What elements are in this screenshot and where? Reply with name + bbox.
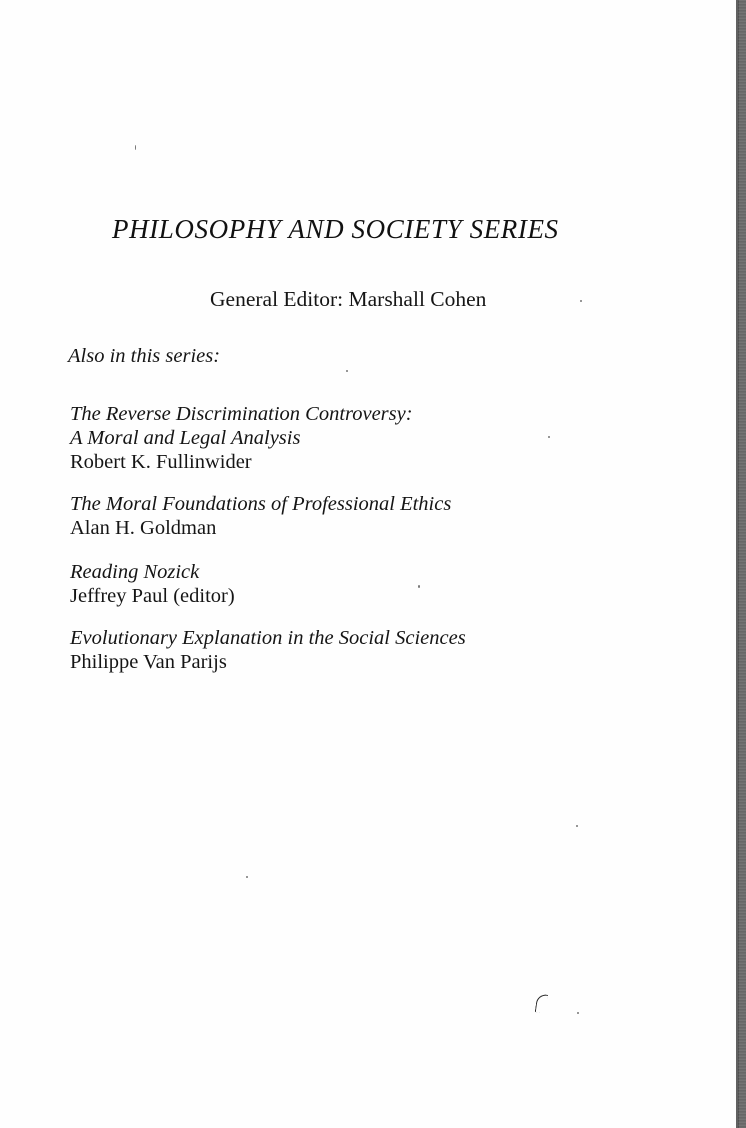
book-subtitle: A Moral and Legal Analysis — [70, 427, 301, 449]
scan-speck — [580, 300, 582, 302]
book-title: Reading Nozick — [70, 561, 200, 583]
scan-speck — [418, 585, 420, 588]
stray-pencil-mark — [535, 993, 549, 1013]
general-editor-line: General Editor: Marshall Cohen — [210, 287, 487, 311]
scan-speck — [346, 370, 348, 372]
book-author: Alan H. Goldman — [70, 517, 217, 539]
book-entry — [70, 626, 466, 674]
book-entry — [70, 492, 451, 540]
scan-speck — [576, 825, 578, 827]
scan-speck — [246, 876, 248, 878]
series-title: PHILOSOPHY AND SOCIETY SERIES — [112, 214, 559, 244]
book-entry — [70, 560, 235, 608]
scan-speck — [135, 145, 136, 150]
book-title: Evolutionary Explanation in the Social Sciences — [70, 627, 466, 649]
book-author: Philippe Van Parijs — [70, 651, 227, 673]
scan-speck — [548, 436, 550, 438]
scan-speck — [577, 1012, 579, 1014]
book-title: The Moral Foundations of Professional Ethics — [70, 493, 452, 515]
book-entry — [70, 402, 413, 474]
page-gutter-shadow — [738, 0, 746, 1128]
book-title: The Reverse Discrimination Controversy: — [70, 403, 413, 425]
book-author: Robert K. Fullinwider — [70, 451, 252, 473]
also-in-series-label: Also in this series: — [68, 345, 221, 367]
book-author: Jeffrey Paul (editor) — [70, 585, 235, 607]
